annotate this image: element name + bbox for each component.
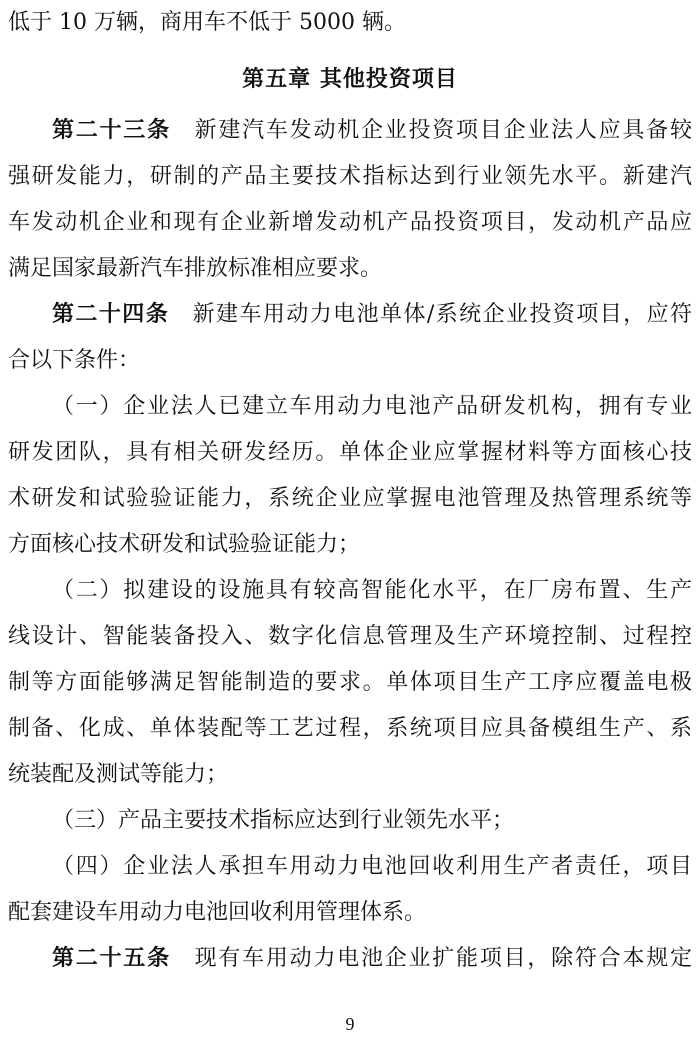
line-text: 满足国家最新汽车排放标准相应要求。 <box>8 256 383 281</box>
line-text: 强研发能力，研制的产品主要技术指标达到行业领先水平。新建汽 <box>8 164 692 189</box>
line-text: 低于 10 万辆，商用车不低于 5000 辆。 <box>8 10 406 35</box>
line-text: 制等方面能够满足智能制造的要求。单体项目生产工序应覆盖电极 <box>8 670 692 695</box>
text-line <box>8 660 692 706</box>
line-text: 现有车用动力电池企业扩能项目，除符合本规定 <box>192 946 692 971</box>
line-text: 术研发和试验验证能力，系统企业应掌握电池管理及热管理系统等 <box>8 486 692 511</box>
text-line <box>52 798 692 844</box>
line-text: 合以下条件： <box>8 348 141 373</box>
text-line <box>52 292 692 338</box>
line-text: （一）企业法人已建立车用动力电池产品研发机构，拥有专业 <box>52 394 692 419</box>
text-line <box>52 108 692 154</box>
text-line <box>52 844 692 890</box>
text-line <box>8 706 692 752</box>
line-text: （四）企业法人承担车用动力电池回收利用生产者责任，项目 <box>52 854 692 879</box>
text-line <box>8 430 692 476</box>
text-line <box>52 384 692 430</box>
line-text: 方面核心技术研发和试验验证能力； <box>8 532 361 557</box>
line-text: 线设计、智能装备投入、数字化信息管理及生产环境控制、过程控 <box>8 624 692 649</box>
page-number: 9 <box>345 1014 355 1034</box>
text-line <box>8 752 692 798</box>
article-number: 第二十三条 <box>52 118 193 143</box>
text-line <box>8 890 692 936</box>
text-line <box>8 476 692 522</box>
line-text: 新建汽车发动机企业投资项目企业法人应具备较 <box>192 118 692 143</box>
line-text: 配套建设车用动力电池回收利用管理体系。 <box>8 900 427 925</box>
text-line <box>8 522 692 568</box>
text-line <box>52 568 692 614</box>
line-text: 制备、化成、单体装配等工艺过程，系统项目应具备模组生产、系 <box>8 716 692 741</box>
text-line <box>8 246 692 292</box>
text-line <box>8 338 692 384</box>
article-number: 第二十五条 <box>52 946 193 971</box>
text-line <box>52 936 692 982</box>
line-text: （三）产品主要技术指标应达到行业领先水平； <box>52 808 515 833</box>
text-line <box>8 0 692 46</box>
line-text: 统装配及测试等能力； <box>8 762 229 787</box>
line-text: （二）拟建设的设施具有较高智能化水平，在厂房布置、生产 <box>52 578 692 603</box>
line-text: 车发动机企业和现有企业新增发动机产品投资项目，发动机产品应 <box>8 210 692 235</box>
line-text: 新建车用动力电池单体/系统企业投资项目，应符 <box>191 302 692 327</box>
line-text: 研发团队，具有相关研发经历。单体企业应掌握材料等方面核心技 <box>8 440 692 465</box>
article-number: 第二十四条 <box>52 302 192 327</box>
text-line <box>8 154 692 200</box>
text-line <box>8 614 692 660</box>
chapter-title: 第五章 其他投资项目 <box>242 67 458 92</box>
text-line <box>8 200 692 246</box>
